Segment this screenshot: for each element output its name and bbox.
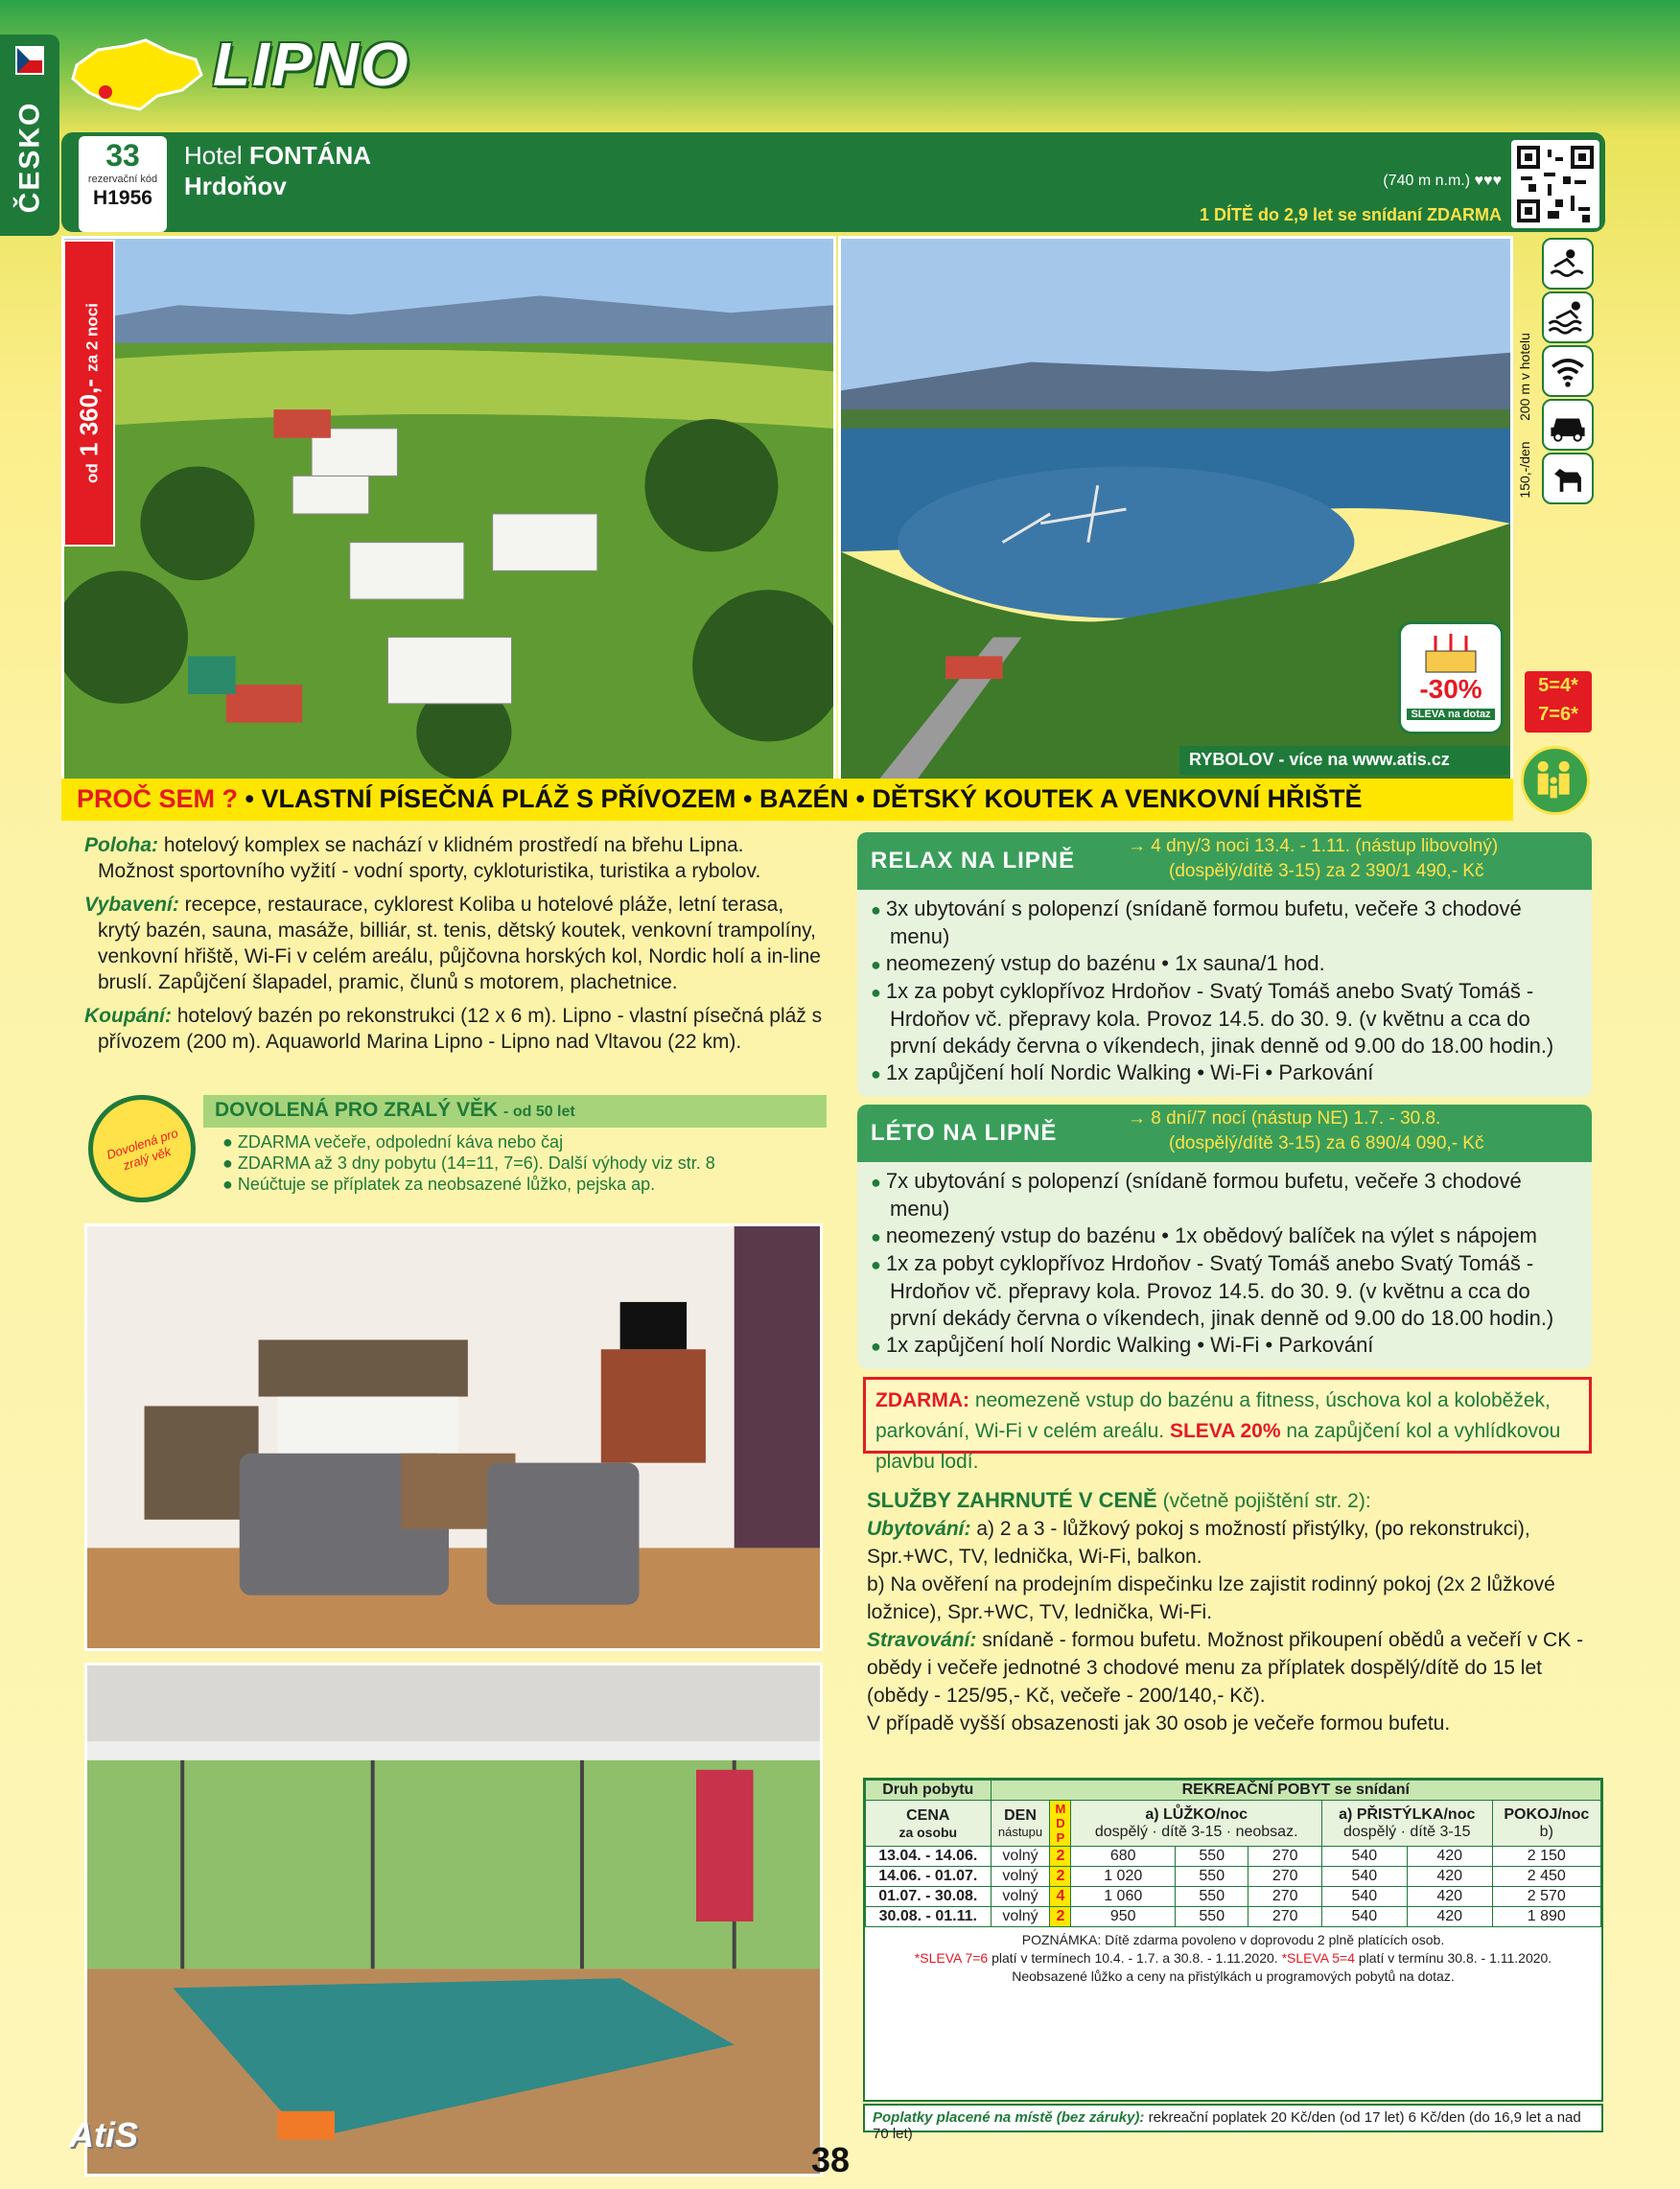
table-cell: 14.06. - 01.07. [866,1867,992,1887]
czech-map-icon [69,36,203,113]
reservation-code-label: rezervační kód [87,174,158,185]
table-cell: volný [991,1907,1050,1927]
senior-age: - od 50 let [503,1104,575,1120]
package-header [857,832,1592,890]
family-icon [1521,746,1590,815]
czech-flag-icon [15,46,44,75]
swimming-text: hotelový bazén po rekonstrukci (12 x 6 m). Lipno - vlastní písečná pláž s přívozem (200 m). Aquaworld Marina Lipno - Lipno nad Vltavou (22 km). [98,1005,823,1053]
package-header [857,1105,1592,1162]
accommodation-b: b) Na ověření na prodejním dispečinku lze zajistit rodinný pokoj (2x 2 lůžkové ložnice), Spr.+WC, TV, lednička, Wi-Fi. [867,1573,1555,1623]
hotel-name [184,140,371,201]
table-cell: 2 570 [1492,1887,1600,1907]
table-row [866,1847,1601,1867]
accommodation-a: Ubytování: a) 2 a 3 - lůžkový pokoj s možností přistýlky, (po rekonstrukci), Spr.+WC, TV, lednička, Wi-Fi, balkon. [867,1518,1530,1568]
package-name: LÉTO NA LIPNĚ [871,1120,1058,1146]
hotel-number: 33 [105,138,140,173]
package-item: ● neomezený vstup do bazénu • 1x sauna/1 hod. [871,950,1578,978]
table-cell: 540 [1321,1907,1407,1927]
table-cell: 420 [1407,1867,1492,1887]
senior-item: ● ZDARMA večeře, odpolední káva nebo čaj [222,1132,564,1152]
discount-label: SLEVA na dotaz [1407,709,1495,720]
package-item: ● 1x zapůjčení holí Nordic Walking • Wi-Fi • Parkování [871,1332,1578,1360]
discount-badge [1398,621,1504,734]
country-label: ČESKO [13,101,45,214]
table-cell: 13.04. - 14.06. [866,1847,992,1867]
price-unit: za 2 noci [82,302,102,372]
facilities-text: recepce, restaurace, cyklorest Koliba u hotelové pláže, letní terasa, krytý bazén, sauna, masáže, billiár, st. tenis, dětský koutek, venkovní trampolíny, venkovní hřiště, Wi-Fi v celém areálu, půjčovna horských kol, Nordic holí a in-line bruslí. Zapůjčení šlapadel, pramic, člunů s motorem, plachetnice. [98,894,821,993]
reservation-code: H1956 [93,187,152,209]
table-cell: 270 [1248,1867,1321,1887]
room-photo [84,1223,823,1651]
facilities-label: Vybavení: [84,894,179,916]
table-row [866,1887,1601,1907]
table-cell: 680 [1071,1847,1176,1867]
dog-fee [1513,422,1536,518]
swimming-label: Koupání: [84,1005,172,1027]
dog-icon [1542,453,1594,504]
hotel-prefix: Hotel [184,141,243,170]
car-icon [1542,399,1594,451]
senior-offer [88,1095,827,1210]
table-cell: 4 [1050,1887,1071,1907]
th-type: Druh pobytu [866,1781,992,1801]
table-note: POZNÁMKA: Dítě zdarma povoleno v doprovodu 2 plně platících osob. *SLEVA 7=6 platí v termínech 10.4. - 1.7. a 30.8. - 1.11.2020. *SLEVA 5=4 platí v termínu 30.8. - 1.11.2020. Neobsazené lůžko a ceny na přistýlkách u programových pobytů na dotaz. [914,1932,1552,1984]
free-text: neomezeně vstup do bazénu a fitness, úschova kol a koloběžek, parkování, Wi-Fi v celém areálu. [875,1389,1551,1442]
package-items [857,1162,1592,1369]
facilities-paragraph [84,892,823,995]
kids-offer: 1 DÍTĚ do 2,9 let se snídaní ZDARMA [1199,205,1502,224]
region-title: LIPNO [213,30,410,99]
package-summer [857,1105,1592,1369]
senior-list [222,1131,715,1195]
included-services [867,1486,1598,1737]
free-label: ZDARMA: [875,1389,969,1411]
table-cell: 540 [1321,1847,1407,1867]
table-cell: 2 450 [1492,1867,1600,1887]
package-items [857,890,1592,1097]
table-cell: 550 [1176,1907,1248,1927]
hotel-place: Hrdoňov [184,172,287,200]
table-cell: 270 [1248,1847,1321,1867]
table-cell: 420 [1407,1887,1492,1907]
local-fees [863,2104,1603,2142]
table-cell: volný [991,1887,1050,1907]
country-tab [0,35,59,236]
qr-code[interactable] [1511,140,1599,228]
description [84,832,823,1062]
indoor-pool-photo [84,1663,823,2177]
senior-badge-icon [88,1095,196,1202]
discount-percent: -30% [1419,674,1482,704]
package-price: (dospělý/dítě 3-15) za 2 390/1 490,- Kč [1169,861,1484,881]
table-cell: 1 890 [1492,1907,1600,1927]
swimming-paragraph [84,1003,823,1055]
why-here-label: PROČ SEM ? [77,784,239,813]
senior-badge-text: Dovolená pro zralý věk [105,1125,180,1174]
table-cell: volný [991,1847,1050,1867]
services-title: SLUŽBY ZAHRNUTÉ V CENĚ (včetně pojištění str. 2): [867,1488,1371,1512]
page-number: 38 [811,2140,851,2179]
package-item: ● 7x ubytování s polopenzí (snídaně formou bufetu, večeře 3 chodové menu) [871,1168,1578,1223]
wifi-icon [1542,345,1594,397]
package-item: ● 1x za pobyt cyklopřívoz Hrdoňov - Svatý Tomáš anebo Svatý Tomáš - Hrdoňov vč. přepravy kola. Provoz 14.5. do 30. 9. (v květnu a cca do první dekády června o víkendech, jinak denně od 9.00 do 18.00 hodin.) [871,978,1578,1060]
swim-icon [1542,238,1594,290]
th-mdp: M D P [1050,1801,1071,1847]
table-cell: 550 [1176,1867,1248,1887]
table-cell: 2 [1050,1847,1071,1867]
table-cell: 540 [1321,1867,1407,1887]
package-name: RELAX NA LIPNĚ [871,848,1076,873]
cake-icon [1420,632,1482,674]
table-cell: 01.07. - 30.08. [866,1887,992,1907]
th-main: REKREAČNÍ POBYT se snídaní [991,1781,1600,1801]
package-item: ● neomezený vstup do bazénu • 1x obědový balíček na výlet s nápojem [871,1223,1578,1250]
senior-title-text: DOVOLENÁ PRO ZRALÝ VĚK [215,1099,499,1121]
package-dates: → 4 dny/3 noci 13.4. - 1.11. (nástup libovolný) [1128,836,1499,856]
table-cell: 420 [1407,1847,1492,1867]
senior-title [203,1095,827,1128]
ratio-5-4: 5=4* [1538,675,1578,696]
table-cell: volný [991,1867,1050,1887]
boarding-note: V případě vyšší obsazenosti jak 30 osob je večeře formou bufetu. [867,1712,1451,1735]
price-prefix: od [82,463,102,484]
atis-logo: AtiS [69,2115,138,2154]
location-text: hotelový komplex se nachází v klidném prostředí na břehu Lipna. Možnost sportovního vyžití - vodní sporty, cykloturistika, turistika a rybolov. [98,834,761,882]
table-row [866,1867,1601,1887]
table-cell: 2 [1050,1907,1071,1927]
table-cell: 30.08. - 01.11. [866,1907,992,1927]
photo-caption: RYBOLOV - více na www.atis.cz [1179,746,1509,775]
table-cell: 550 [1176,1887,1248,1907]
table-cell: 540 [1321,1887,1407,1907]
location-paragraph [84,832,823,884]
table-cell: 270 [1248,1887,1321,1907]
dog-fee-text: 150,-/den [1517,441,1532,499]
package-dates: → 8 dní/7 nocí (nástup NE) 1.7. - 30.8. [1128,1108,1441,1129]
table-row [866,1907,1601,1927]
package-item: ● 1x zapůjčení holí Nordic Walking • Wi-Fi • Parkování [871,1060,1578,1087]
package-relax [857,832,1592,1097]
free-services-box [863,1377,1592,1473]
table-cell: 420 [1407,1907,1492,1927]
package-item: ● 3x ubytování s polopenzí (snídaně formou bufetu, večeře 3 chodové menu) [871,896,1578,950]
table-cell: 1 060 [1071,1887,1176,1907]
table-cell: 2 [1050,1867,1071,1887]
package-price: (dospělý/dítě 3-15) za 6 890/4 090,- Kč [1169,1133,1484,1153]
discount-detail: na zapůjčení kol a vyhlídkovou plavbu lodí. [875,1420,1561,1473]
discount-text: SLEVA 20% [1169,1420,1281,1442]
altitude-rating: (740 m n.m.) ♥♥♥ [1383,173,1502,189]
price-table: Druh pobytu REKREAČNÍ POBYT se snídaní CENA za osobu DEN nástupu M D P a) LŮŽKO/noc dospělý · dítě 3-15 · neobsaz. a) PŘISTÝLKA/noc dospělý · dítě 3-15 POKOJ/noc b) 13.04. - 14.06. volný 2 680 550 270 540 420 2 150 14.06. - 01.07. volný 2 1 020 550 270 540 420 2 450 01.07. - 30.08. volný 4 1 060 550 270 540 420 2 570 30.08. - 01.11. volný 2 950 550 270 540 420 1 890 POZNÁMKA: Dítě zdarma povoleno v doprovodu 2 plně platících osob. *SLEVA 7=6 platí v termínech 10.4. - 1.7. a 30.8. - 1.11.2020. *SLEVA 5=4 platí v termínu 30.8. - 1.11.2020. Neobsazené lůžko a ceny na přistýlkách u programových pobytů na dotaz. [863,1778,1603,2102]
pool-distance-text: 200 m v hotelu [1517,333,1532,421]
table-cell: 2 150 [1492,1847,1600,1867]
fees-text: rekreační poplatek 20 Kč/den (od 17 let) 6 Kč/den (do 16,9 let a nad 70 let) [873,2109,1581,2142]
location-label: Poloha: [84,834,158,856]
price-value: 1 360,- [74,379,104,456]
senior-item: ● ZDARMA až 3 dny pobytu (14=11, 7=6). Další výhody viz str. 8 [222,1153,715,1173]
table-cell: 1 020 [1071,1867,1176,1887]
table-cell: 950 [1071,1907,1176,1927]
senior-item: ● Neúčtuje se příplatek za neobsazené lůžko, pejska ap. [222,1175,656,1194]
price-badge [63,240,115,547]
hotel-name-main: FONTÁNA [248,141,372,170]
reservation-box [79,136,167,232]
boarding: Stravování: snídaně - formou bufetu. Možnost přikoupení obědů a večeří v CK - obědy i večeře jednotné 3 chodové menu za příplatek dospělý/dítě do 15 let (obědy - 125/95,- Kč, večeře - 200/140,- Kč). [867,1629,1584,1707]
ratio-7-6: 7=6* [1538,704,1578,725]
why-here-text: • VLASTNÍ PÍSEČNÁ PLÁŽ S PŘÍVOZEM • BAZÉN • DĚTSKÝ KOUTEK A VENKOVNÍ HŘIŠTĚ [245,784,1363,813]
package-item: ● 1x za pobyt cyklopřívoz Hrdoňov - Svatý Tomáš anebo Svatý Tomáš - Hrdoňov vč. přepravy kola. Provoz 14.5. do 30. 9. (v květnu a cca do první dekády června o víkendech, jinak denně od 9.00 do 18.00 hodin.) [871,1250,1578,1332]
why-here-banner [61,779,1513,821]
pool-icon [1542,291,1594,343]
hotel-aerial-photo [61,236,836,782]
table-cell: 550 [1176,1847,1248,1867]
table-cell: 270 [1248,1907,1321,1927]
fees-label: Poplatky placené na místě (bez záruky): [873,2109,1145,2126]
discount-ratios [1525,671,1592,733]
